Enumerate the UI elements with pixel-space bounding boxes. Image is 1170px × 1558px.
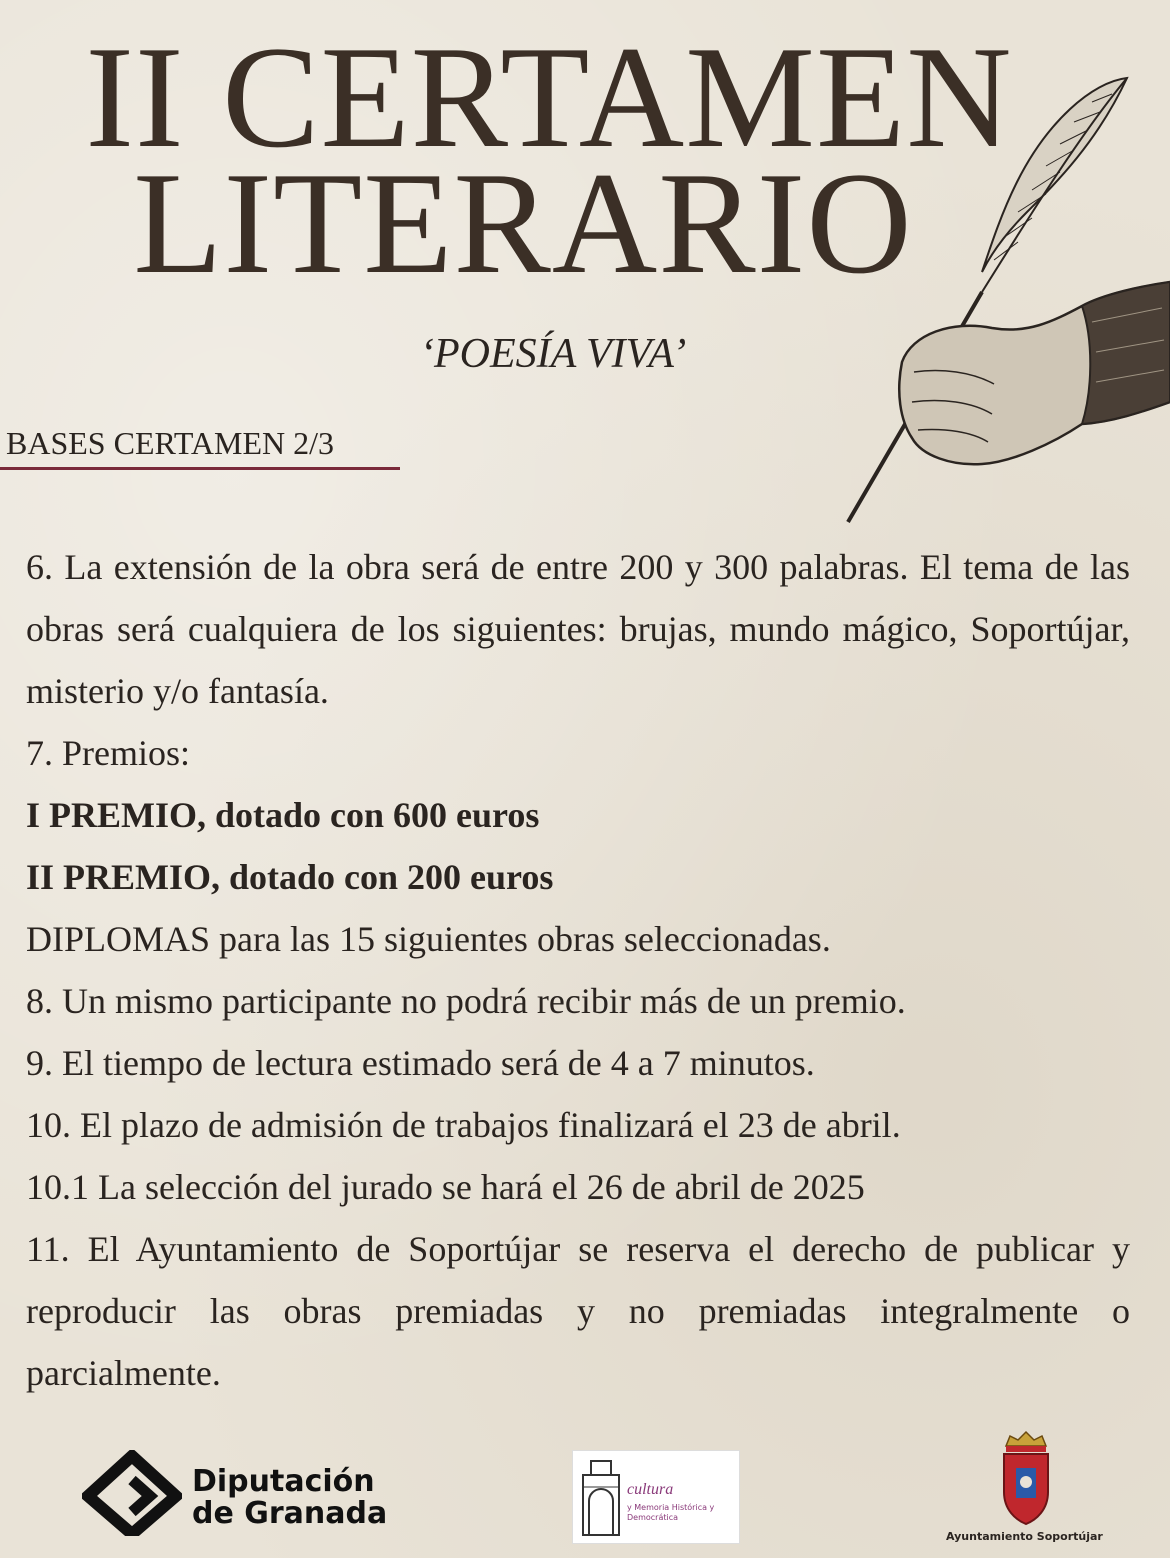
rule-11: 11. El Ayuntamiento de Soportújar se reserva el derecho de publicar y reproducir las obras premiadas y no premiadas integralmente o parcialmente. xyxy=(26,1229,1130,1393)
rule-9: 9. El tiempo de lectura estimado será de 4 a 7 minutos. xyxy=(26,1043,815,1083)
subtitle: ‘POESÍA VIVA’ xyxy=(420,331,687,377)
rule-7: 7. Premios: xyxy=(26,733,191,773)
footer xyxy=(0,1440,1170,1558)
title-line-1: II CERTAMEN xyxy=(85,16,1013,178)
diputacion-line-1: Diputación xyxy=(192,1464,375,1499)
coat-of-arms-icon xyxy=(996,1428,1056,1528)
diputacion-name xyxy=(192,1466,387,1530)
second-prize: II PREMIO, dotado con 200 euros xyxy=(26,857,554,897)
cultura-subtitle: y Memoria Histórica y Democrática xyxy=(627,1503,715,1522)
cultura-arch-icon xyxy=(581,1457,621,1537)
title-line-2: LITERARIO xyxy=(133,142,913,304)
diplomas: DIPLOMAS para las 15 siguientes obras seleccionadas. xyxy=(26,919,831,959)
cultura-logo xyxy=(572,1450,740,1544)
section-underline xyxy=(0,467,400,470)
quill-hand-illustration xyxy=(842,72,1170,524)
rule-6: 6. La extensión de la obra será de entre 200 y 300 palabras. El tema de las obras será cualquiera de los siguientes: brujas, mundo mágico, Soportújar, misterio y/o fantasía. xyxy=(26,547,1130,711)
ayuntamiento-name: Ayuntamiento Soportújar xyxy=(946,1530,1103,1543)
rule-10: 10. El plazo de admisión de trabajos finalizará el 23 de abril. xyxy=(26,1105,901,1145)
rule-8: 8. Un mismo participante no podrá recibir más de un premio. xyxy=(26,981,906,1021)
rule-10-1: 10.1 La selección del jurado se hará el 26 de abril de 2025 xyxy=(26,1167,865,1207)
diputacion-logo xyxy=(82,1450,182,1536)
diputacion-line-2: de Granada xyxy=(192,1496,388,1531)
cultura-word: cultura xyxy=(627,1481,674,1498)
rules-list xyxy=(26,536,1130,1404)
section-heading: BASES CERTAMEN 2/3 xyxy=(6,425,334,461)
first-prize: I PREMIO, dotado con 600 euros xyxy=(26,795,540,835)
